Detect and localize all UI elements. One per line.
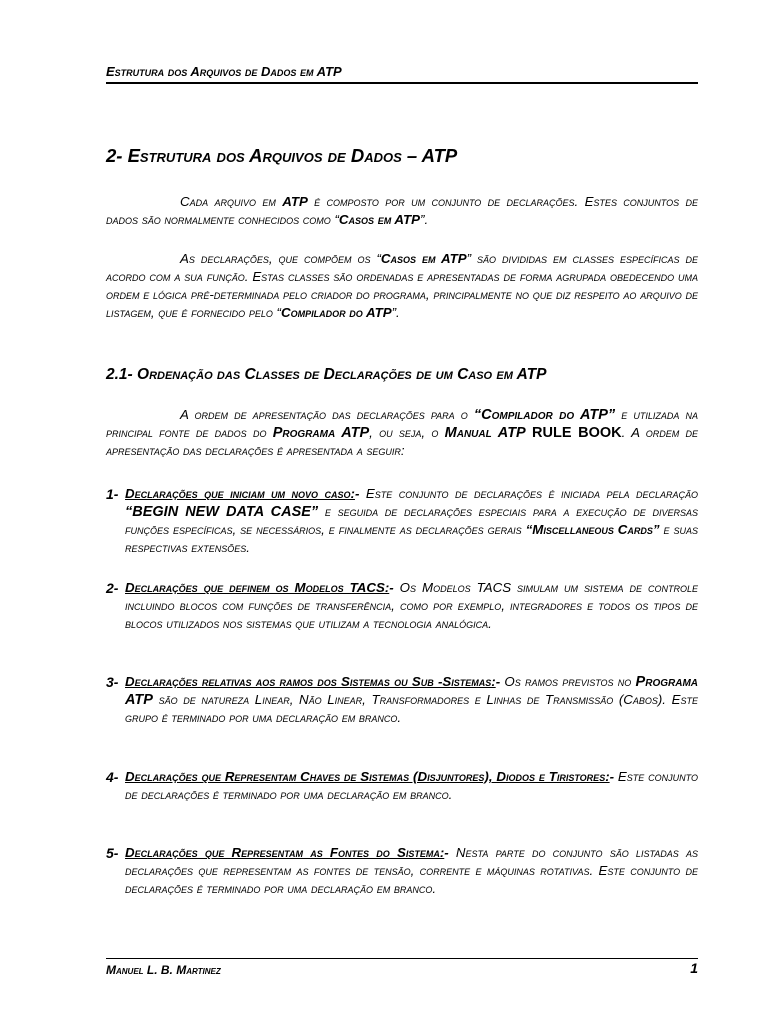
list-item-1: 1- Declarações que iniciam um novo caso:- Este conjunto de declarações é iniciada pela declaração “BEGIN NEW DATA CASE” e seguida de declarações especiais para a execução de diversas funções específicas, se necessários, e finalmente as declarações gerais “Miscellaneous Cards” e suas respectivas extensões. — [106, 486, 698, 555]
list-item-2: 2- Declarações que definem os Modelos TACS:- Os Modelos TACS simulam um sistema de controle incluindo blocos com funções de transferência, como por exemplo, integradores e todos os tipos de blocos utilizados nos sistemas que utilizam a tecnologia analógica. — [106, 580, 699, 631]
paragraph-2: As declarações, que compõem os “Casos em ATP” são divididas em classes específicas de acordo com a sua função. Estas classes são ordenadas e apresentadas de forma agrupada obedecendo uma ordem e lógica pré-determinada pelo criador do programa, principalmente no que diz respeito ao arquivo de listagem, que é fornecido pelo “Compilador do ATP”. — [106, 251, 698, 320]
list-number: 3- — [106, 674, 119, 690]
paragraph-3: A ordem de apresentação das declarações para o “Compilador do ATP” e utilizada na principal fonte de dados do Programa ATP, ou seja, o Manual ATP RULE BOOK. A ordem de apresentação das declarações é apresentada a seguir: — [106, 407, 698, 458]
list-item-5: 5- Declarações que Representam as Fontes do Sistema:- Nesta parte do conjunto são listadas as declarações que representam as fontes de tensão, corrente e máquinas rotativas. Este conjunto de declarações é terminado por uma declaração em branco. — [106, 845, 698, 896]
list-number: 1- — [106, 486, 119, 502]
list-item-4: 4- Declarações que Representam Chaves de Sistemas (Disjuntores), Diodos e Tiristores:- Este conjunto de declarações é terminado por uma declaração em branco. — [106, 769, 698, 802]
footer-rule — [106, 958, 698, 959]
running-header: Estrutura dos Arquivos de Dados em ATP — [106, 64, 342, 79]
page-number: 1 — [690, 960, 698, 976]
paragraph-1: Cada arquivo em ATP é composto por um conjunto de declarações. Estes conjuntos de dados são normalmente conhecidos como “Casos em ATP”. — [106, 194, 698, 227]
list-item-3: 3- Declarações relativas aos ramos dos Sistemas ou Sub -Sistemas:- Os ramos previstos no Programa ATP são de natureza Linear, Não Linear, Transformadores e Linhas de Transmissão (Cabos). Este grupo é terminado por uma declaração em branco. — [106, 674, 698, 725]
list-number: 4- — [106, 769, 119, 785]
footer-author: Manuel L. B. Martinez — [106, 963, 221, 977]
header-rule — [106, 82, 698, 84]
subsection-title: 2.1- Ordenação das Classes de Declarações de um Caso em ATP — [106, 366, 547, 383]
list-number: 2- — [106, 580, 119, 596]
list-number: 5- — [106, 845, 119, 861]
section-title: 2- Estrutura dos Arquivos de Dados – ATP — [106, 145, 458, 166]
